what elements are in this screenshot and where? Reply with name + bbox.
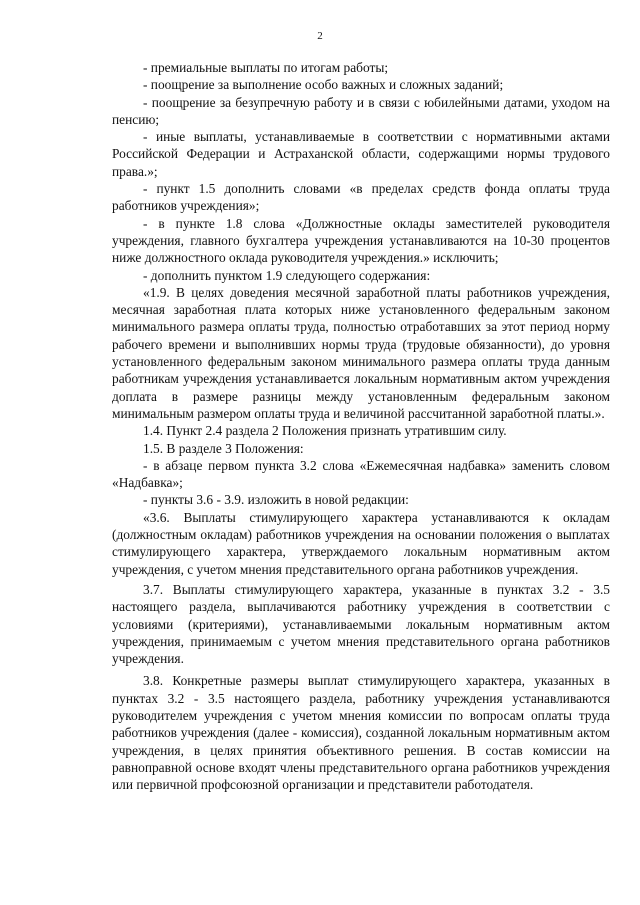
paragraph-flawless-work: - поощрение за безупречную работу и в связи с юбилейными датами, уходом на пенсию; xyxy=(112,94,610,127)
paragraph-items-3-6-3-9: - пункты 3.6 - 3.9. изложить в новой редакции: xyxy=(143,492,409,508)
paragraph-special-tasks: - поощрение за выполнение особо важных и сложных заданий; xyxy=(143,77,504,93)
paragraph-3-8: 3.8. Конкретные размеры выплат стимулирующего характера, указанных в пунктах 3.2 - 3.5 настоящего раздела, работнику учреждения устанавливаются руководителем учреждения с учетом мнения комиссии по вопросам оплаты труда работников учреждения (далее - комиссия), созданной локальным нормативным актом учреждения, в целях принятия объективного решения. В состав комиссии на равноправной основе входят члены представительного органа работников учреждения или первичной профсоюзной организации и представители работодателя. xyxy=(112,673,610,793)
paragraph-1-4: 1.4. Пункт 2.4 раздела 2 Положения признать утратившим силу. xyxy=(143,423,507,439)
paragraph-item-3-2: - в абзаце первом пункта 3.2 слова «Ежемесячная надбавка» заменить словом «Надбавка»; xyxy=(112,457,610,491)
paragraph-item-1-5: - пункт 1.5 дополнить словами «в пределах средств фонда оплаты труда работников учреждения»; xyxy=(112,181,610,214)
paragraph-item-1-8: - в пункте 1.8 слова «Должностные оклады заместителей руководителя учреждения, главного бухгалтера учреждения устанавливаются на 10-30 процентов ниже должностного оклада руководителя учреждения.» исключить; xyxy=(112,215,610,266)
paragraph-add-item-1-9: - дополнить пунктом 1.9 следующего содержания: xyxy=(143,267,431,283)
paragraph-item-1-9-text: «1.9. В целях доведения месячной заработной платы работников учреждения, месячная заработная плата которых ниже установленного федеральным законом минимального размера оплаты труда, полностью отработавших за этот период норму рабочего времени и выполнивших нормы труда (трудовые обязанности), до уровня установленного федеральным законом минимального размера оплаты труда данным работникам учреждения устанавливается локальным нормативным актом учреждения доплата в размере разницы между установленным федеральным законом минимальным размером оплаты труда и величиной рассчитанной заработной платы.». xyxy=(112,284,610,421)
paragraph-premium-payments: - премиальные выплаты по итогам работы; xyxy=(143,60,389,75)
paragraph-3-7: 3.7. Выплаты стимулирующего характера, указанные в пунктах 3.2 - 3.5 настоящего раздела, выплачиваются работнику учреждения в соответствии с условиями (критериями), устанавливаемыми локальным нормативным актом учреждения, принимаемым с учетом мнения представительного органа работников учреждения. xyxy=(112,581,610,667)
page-number: 2 xyxy=(317,30,323,42)
paragraph-1-5-section-3: 1.5. В разделе 3 Положения: xyxy=(143,440,304,456)
paragraph-other-payments: - иные выплаты, устанавливаемые в соответствии с нормативными актами Российской Федерации и Астраханской области, содержащими нормы трудового права.»; xyxy=(112,129,610,179)
document-body xyxy=(112,59,610,793)
paragraph-3-6: «3.6. Выплаты стимулирующего характера устанавливаются к окладам (должностным окладам) работников учреждения на основании положения о выплатах стимулирующего характера, утверждаемого локальным нормативным актом учреждения, с учетом мнения представительного органа работников учреждения. xyxy=(112,509,610,577)
